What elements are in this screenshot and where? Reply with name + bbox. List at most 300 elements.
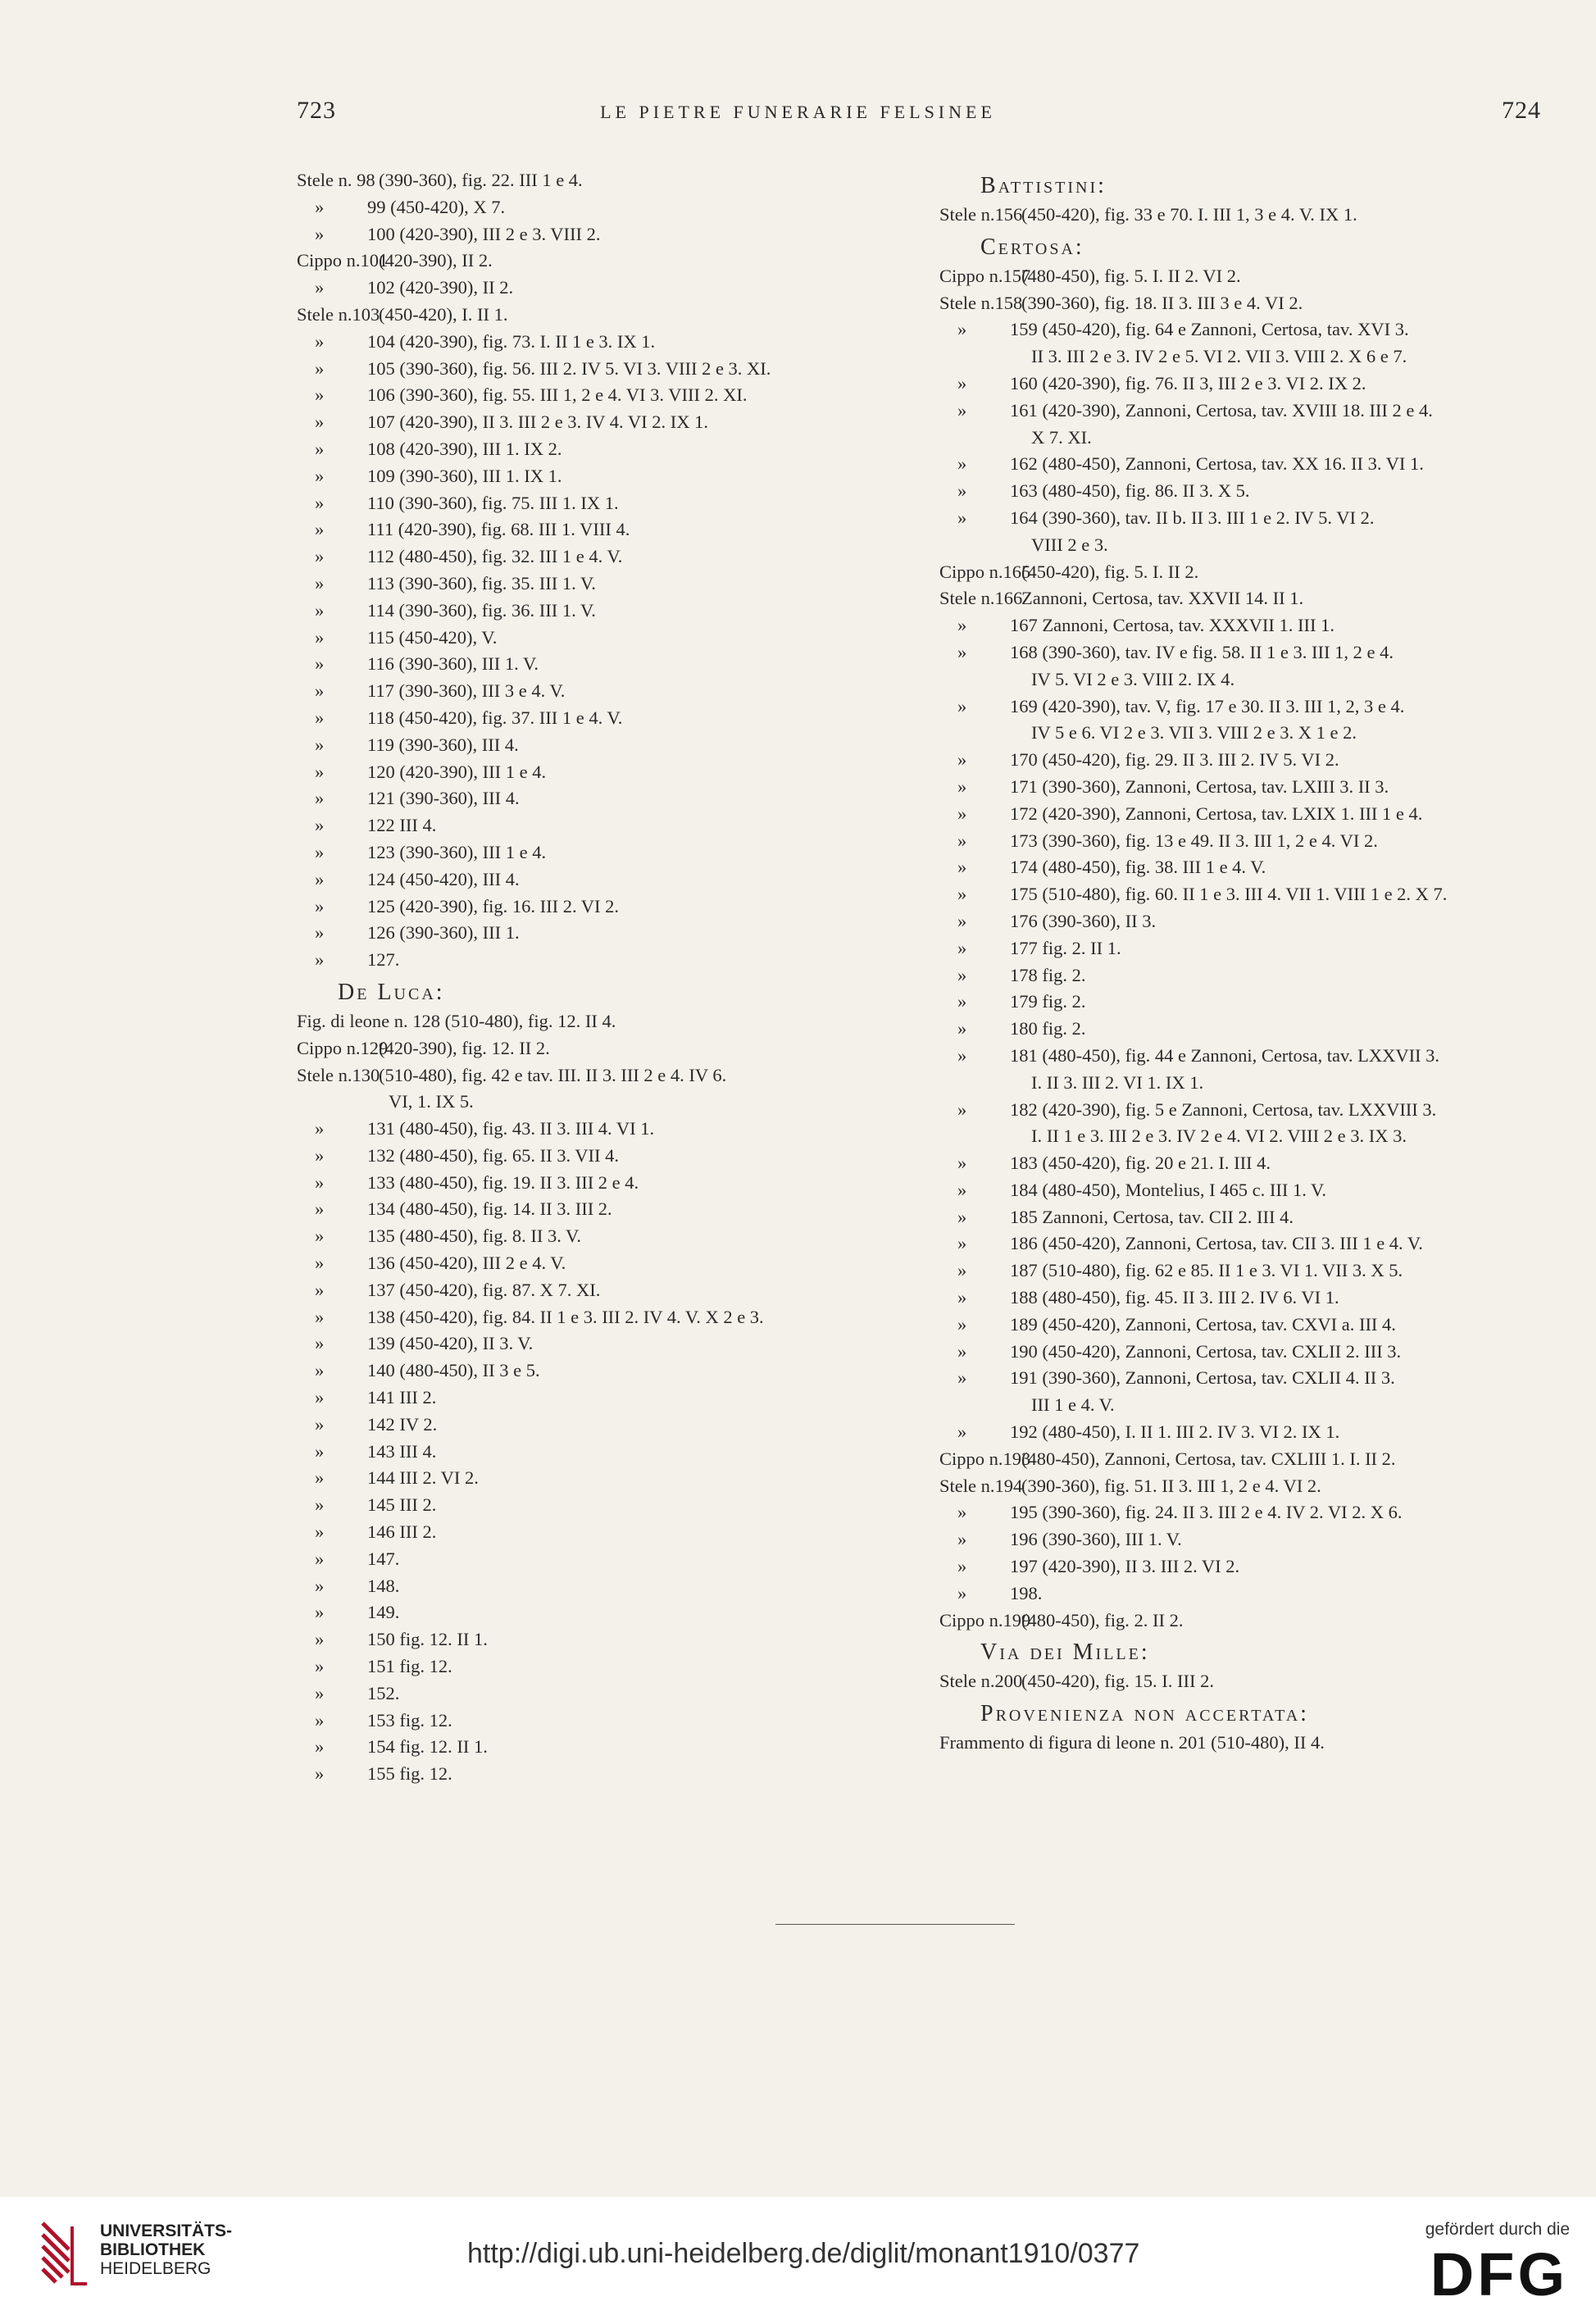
entry-prefix: » bbox=[957, 399, 967, 421]
entry-prefix: » bbox=[957, 1206, 967, 1227]
entry-prefix: » bbox=[315, 626, 325, 648]
catalogue-entry bbox=[297, 1680, 903, 1708]
entry-prefix: Stele n.156 bbox=[939, 204, 1023, 225]
catalogue-entry bbox=[939, 908, 1554, 935]
entry-text: 161 (420-390), Zannoni, Certosa, tav. XVIII 18. III 2 e 4. bbox=[1010, 399, 1433, 421]
catalogue-entry bbox=[297, 732, 903, 759]
entry-prefix: » bbox=[315, 1709, 325, 1730]
catalogue-entry bbox=[939, 935, 1554, 962]
entry-text: 167 Zannoni, Certosa, tav. XXXVII 1. III 1. bbox=[1010, 615, 1335, 636]
catalogue-entry bbox=[297, 1223, 903, 1250]
catalogue-entry bbox=[297, 543, 903, 571]
catalogue-entry bbox=[939, 962, 1554, 989]
entry-text: 106 (390-360), fig. 55. III 1, 2 e 4. VI 3. VIII 2. XI. bbox=[367, 384, 748, 406]
entry-prefix: » bbox=[315, 895, 325, 916]
entry-prefix: » bbox=[315, 1548, 325, 1569]
catalogue-entry bbox=[297, 329, 903, 356]
entry-prefix: Cippo n.165 bbox=[939, 561, 1031, 582]
entry-prefix: » bbox=[957, 1098, 967, 1120]
catalogue-entry bbox=[297, 490, 903, 517]
catalogue-entry bbox=[297, 302, 903, 329]
entry-prefix: Cippo n.129 bbox=[297, 1037, 389, 1058]
catalogue-entry bbox=[297, 1304, 903, 1331]
entry-text: (480-450), fig. 5. I. II 2. VI 2. bbox=[1021, 265, 1241, 286]
entry-text: 171 (390-360), Zannoni, Certosa, tav. LXIII 3. II 3. bbox=[1010, 775, 1389, 797]
catalogue-entry bbox=[297, 1358, 903, 1385]
entry-prefix: Stele n.158 bbox=[939, 292, 1023, 313]
entry-prefix: » bbox=[957, 1044, 967, 1066]
entry-text: 172 (420-390), Zannoni, Certosa, tav. LXIX 1. III 1 e 4. bbox=[1010, 803, 1423, 824]
entry-text: 115 (450-420), V. bbox=[367, 626, 498, 648]
entry-text: 99 (450-420), X 7. bbox=[367, 196, 506, 217]
catalogue-entry bbox=[939, 1204, 1554, 1231]
catalogue-entry bbox=[297, 1250, 903, 1277]
entry-text: X 7. XI. bbox=[1031, 426, 1092, 448]
entry-prefix: » bbox=[315, 330, 325, 352]
catalogue-entry bbox=[297, 651, 903, 678]
entry-prefix: » bbox=[957, 615, 967, 636]
entry-prefix: » bbox=[315, 1226, 325, 1247]
entry-prefix: » bbox=[957, 964, 967, 985]
entry-prefix: » bbox=[315, 1360, 325, 1381]
catalogue-entry bbox=[939, 828, 1554, 855]
entry-prefix: » bbox=[957, 937, 967, 958]
entry-text: 136 (450-420), III 2 e 4. V. bbox=[367, 1253, 566, 1274]
catalogue-entry bbox=[939, 801, 1554, 828]
catalogue-entry bbox=[297, 678, 903, 705]
catalogue-entry bbox=[297, 1439, 903, 1466]
catalogue-entry bbox=[297, 1385, 903, 1412]
catalogue-entry bbox=[297, 356, 903, 383]
entry-prefix: » bbox=[315, 1736, 325, 1758]
entry-prefix: » bbox=[315, 599, 325, 621]
catalogue-entry bbox=[939, 1580, 1554, 1608]
catalogue-entry bbox=[297, 1465, 903, 1492]
catalogue-entry bbox=[939, 1285, 1554, 1312]
entry-text: 182 (420-390), fig. 5 e Zannoni, Certosa, tav. LXXVIII 3. bbox=[1010, 1098, 1437, 1120]
catalogue-entry bbox=[297, 1492, 903, 1519]
entry-prefix: » bbox=[315, 1763, 325, 1785]
section-heading: Via dei Mille: bbox=[980, 1640, 1150, 1666]
catalogue-entry bbox=[939, 854, 1554, 881]
entry-prefix: » bbox=[315, 841, 325, 862]
entry-text: 120 (420-390), III 1 e 4. bbox=[367, 761, 547, 782]
entry-text: 190 (450-420), Zannoni, Certosa, tav. CXLII 2. III 3. bbox=[1010, 1340, 1402, 1362]
entry-prefix: » bbox=[315, 412, 325, 433]
entry-prefix: » bbox=[957, 695, 967, 716]
catalogue-entry bbox=[297, 1277, 903, 1304]
catalogue-entry bbox=[939, 1339, 1554, 1366]
section-heading: De Luca: bbox=[338, 979, 445, 1005]
entry-prefix: » bbox=[315, 1279, 325, 1300]
entry-text: 141 III 2. bbox=[367, 1387, 437, 1408]
catalogue-entry bbox=[297, 1062, 903, 1089]
catalogue-entry bbox=[939, 747, 1554, 774]
catalogue-entry bbox=[939, 1258, 1554, 1285]
entry-prefix: » bbox=[315, 1467, 325, 1489]
dfg-logo: DFG bbox=[1430, 2240, 1568, 2308]
entry-text: 173 (390-360), fig. 13 e 49. II 3. III 1, 2 e 4. VI 2. bbox=[1010, 830, 1378, 851]
entry-text: 143 III 4. bbox=[367, 1440, 437, 1462]
entry-text: 152. bbox=[367, 1682, 400, 1703]
catalogue-entry bbox=[297, 759, 903, 786]
catalogue-entry bbox=[297, 920, 903, 947]
entry-prefix: » bbox=[315, 1144, 325, 1166]
entry-prefix: » bbox=[315, 1118, 325, 1139]
catalogue-entry bbox=[297, 1008, 903, 1035]
entry-text: 189 (450-420), Zannoni, Certosa, tav. CXVI a. III 4. bbox=[1010, 1313, 1396, 1335]
catalogue-entry bbox=[297, 866, 903, 894]
entry-text: 185 Zannoni, Certosa, tav. CII 2. III 4. bbox=[1010, 1206, 1294, 1227]
entry-prefix: » bbox=[315, 868, 325, 889]
entry-text: 113 (390-360), fig. 35. III 1. V. bbox=[367, 572, 596, 594]
entry-prefix: Cippo n.193 bbox=[939, 1448, 1031, 1469]
entry-prefix: Stele n.103 bbox=[297, 303, 380, 325]
entry-text: 137 (450-420), fig. 87. X 7. XI. bbox=[367, 1279, 601, 1300]
catalogue-entry bbox=[939, 612, 1554, 639]
catalogue-entry bbox=[297, 625, 903, 652]
entry-text: 145 III 2. bbox=[367, 1494, 437, 1516]
catalogue-entry bbox=[939, 559, 1554, 586]
entry-prefix: » bbox=[315, 519, 325, 540]
entry-text: 147. bbox=[367, 1548, 400, 1569]
entry-prefix: » bbox=[957, 910, 967, 931]
catalogue-entry bbox=[939, 263, 1554, 290]
entry-text: 178 fig. 2. bbox=[1010, 964, 1086, 985]
entry-text: 142 IV 2. bbox=[367, 1413, 438, 1435]
entry-text: 126 (390-360), III 1. bbox=[367, 922, 520, 944]
catalogue-entry bbox=[297, 382, 903, 409]
entry-text: 109 (390-360), III 1. IX 1. bbox=[367, 465, 562, 486]
page-number-left: 723 bbox=[297, 97, 336, 124]
entry-prefix: » bbox=[957, 749, 967, 771]
entry-prefix: » bbox=[957, 1529, 967, 1550]
catalogue-entry bbox=[939, 1392, 1554, 1419]
entry-prefix: » bbox=[957, 1313, 967, 1335]
catalogue-entry bbox=[297, 167, 903, 194]
entry-text: Frammento di figura di leone n. 201 (510-480), II 4. bbox=[939, 1732, 1325, 1753]
entry-prefix: » bbox=[315, 438, 325, 459]
entry-text: III 1 e 4. V. bbox=[1031, 1394, 1115, 1416]
entry-text: 138 (450-420), fig. 84. II 1 e 3. III 2. IV 4. V. X 2 e 3. bbox=[367, 1306, 764, 1327]
catalogue-entry bbox=[297, 221, 903, 248]
catalogue-entry bbox=[939, 585, 1554, 612]
entry-prefix: » bbox=[315, 1682, 325, 1703]
catalogue-entry bbox=[939, 1473, 1554, 1500]
right-column bbox=[939, 167, 1554, 1757]
entry-prefix: » bbox=[315, 1306, 325, 1327]
catalogue-entry bbox=[939, 505, 1554, 532]
catalogue-entry bbox=[297, 436, 903, 463]
section-heading: Battistini: bbox=[980, 173, 1107, 198]
entry-text: 188 (480-450), fig. 45. II 3. III 2. IV 6. VI 1. bbox=[1010, 1287, 1339, 1308]
entry-text: 151 fig. 12. bbox=[367, 1656, 452, 1677]
entry-text: 125 (420-390), fig. 16. III 2. VI 2. bbox=[367, 895, 620, 916]
entry-text: 100 (420-390), III 2 e 3. VIII 2. bbox=[367, 223, 601, 244]
entry-text: 195 (390-360), fig. 24. II 3. III 2 e 4. IV 2. VI 2. X 6. bbox=[1010, 1502, 1403, 1523]
entry-text: VI, 1. IX 5. bbox=[389, 1091, 474, 1112]
entry-prefix: » bbox=[957, 507, 967, 528]
entry-text: 102 (420-390), II 2. bbox=[367, 277, 514, 298]
entry-text: 123 (390-360), III 1 e 4. bbox=[367, 841, 547, 862]
catalogue-entry bbox=[939, 1499, 1554, 1526]
entry-prefix: » bbox=[315, 572, 325, 594]
entry-text: 160 (420-390), fig. 76. II 3, III 2 e 3. VI 2. IX 2. bbox=[1010, 372, 1366, 393]
entry-text: 117 (390-360), III 3 e 4. V. bbox=[367, 680, 566, 702]
entry-text: 164 (390-360), tav. II b. II 3. III 1 e 2. IV 5. VI 2. bbox=[1010, 507, 1375, 528]
catalogue-entry bbox=[297, 1089, 903, 1116]
entry-text: 155 fig. 12. bbox=[367, 1763, 452, 1785]
entry-prefix: » bbox=[315, 1413, 325, 1435]
catalogue-entry bbox=[297, 1573, 903, 1600]
entry-text: 118 (450-420), fig. 37. III 1 e 4. V. bbox=[367, 707, 623, 728]
entry-prefix: » bbox=[957, 1287, 967, 1308]
entry-text: 196 (390-360), III 1. V. bbox=[1010, 1529, 1182, 1550]
entry-prefix: » bbox=[315, 922, 325, 944]
catalogue-entry bbox=[297, 1626, 903, 1653]
entry-text: 104 (420-390), fig. 73. I. II 1 e 3. IX 1. bbox=[367, 330, 656, 352]
catalogue-entry bbox=[939, 1150, 1554, 1177]
catalogue-entry bbox=[297, 409, 903, 436]
entry-prefix: » bbox=[315, 707, 325, 728]
catalogue-entry bbox=[939, 1312, 1554, 1339]
entry-text: 191 (390-360), Zannoni, Certosa, tav. CXLII 4. II 3. bbox=[1010, 1367, 1395, 1389]
entry-text: 108 (420-390), III 1. IX 2. bbox=[367, 438, 562, 459]
catalogue-entry bbox=[297, 785, 903, 812]
entry-prefix: » bbox=[315, 546, 325, 567]
catalogue-entry bbox=[939, 398, 1554, 425]
entry-text: 124 (450-420), III 4. bbox=[367, 868, 520, 889]
left-column bbox=[297, 167, 903, 1788]
entry-text: 119 (390-360), III 4. bbox=[367, 734, 519, 755]
entry-text: 162 (480-450), Zannoni, Certosa, tav. XX 16. II 3. VI 1. bbox=[1010, 453, 1424, 475]
entry-text: 111 (420-390), fig. 68. III 1. VIII 4. bbox=[367, 519, 630, 540]
entry-prefix: Cippo n.157 bbox=[939, 265, 1031, 286]
catalogue-entry bbox=[297, 839, 903, 866]
entry-text: 133 (480-450), fig. 19. II 3. III 2 e 4. bbox=[367, 1171, 639, 1193]
footer-bar bbox=[0, 2197, 1596, 2324]
entry-prefix: » bbox=[957, 1153, 967, 1174]
permalink-url[interactable]: http://digi.ub.uni-heidelberg.de/diglit/monant1910/0377 bbox=[467, 2238, 1140, 2269]
entry-prefix: Stele n. 98 bbox=[297, 170, 375, 190]
catalogue-entry bbox=[297, 947, 903, 974]
entry-text: 148. bbox=[367, 1575, 400, 1596]
entry-prefix: » bbox=[957, 775, 967, 797]
catalogue-entry bbox=[939, 1097, 1554, 1124]
closing-rule bbox=[775, 1924, 1015, 1925]
entry-prefix: » bbox=[315, 465, 325, 486]
catalogue-entry bbox=[297, 812, 903, 839]
entry-prefix: » bbox=[957, 991, 967, 1012]
catalogue-entry bbox=[939, 371, 1554, 398]
catalogue-entry bbox=[297, 705, 903, 732]
catalogue-entry bbox=[297, 1116, 903, 1143]
catalogue-entry bbox=[939, 1419, 1554, 1446]
library-line-3: HEIDELBERG bbox=[100, 2259, 211, 2278]
catalogue-entry bbox=[297, 1734, 903, 1761]
catalogue-entry bbox=[939, 532, 1554, 559]
entry-prefix: » bbox=[957, 453, 967, 475]
entry-text: 146 III 2. bbox=[367, 1521, 437, 1543]
catalogue-entry bbox=[297, 463, 903, 490]
entry-prefix: » bbox=[315, 1253, 325, 1274]
entry-prefix: » bbox=[315, 1440, 325, 1462]
catalogue-entry bbox=[939, 290, 1554, 317]
entry-text: 105 (390-360), fig. 56. III 2. IV 5. VI 3. VIII 2 e 3. XI. bbox=[367, 357, 771, 379]
entry-prefix: » bbox=[957, 1233, 967, 1254]
catalogue-entry bbox=[939, 1730, 1554, 1757]
entry-prefix: » bbox=[315, 949, 325, 971]
entry-prefix: » bbox=[957, 372, 967, 393]
entry-prefix: » bbox=[315, 1629, 325, 1650]
entry-prefix: » bbox=[315, 277, 325, 298]
entry-text: 139 (450-420), II 3. V. bbox=[367, 1333, 534, 1354]
entry-text: 134 (480-450), fig. 14. II 3. III 2. bbox=[367, 1198, 612, 1220]
catalogue-entry bbox=[939, 666, 1554, 694]
entry-text: 131 (480-450), fig. 43. II 3. III 4. VI 1. bbox=[367, 1118, 655, 1139]
entry-text: (420-390), II 2. bbox=[379, 250, 493, 271]
catalogue-entry bbox=[939, 694, 1554, 721]
entry-prefix: » bbox=[957, 857, 967, 878]
entry-text: 175 (510-480), fig. 60. II 1 e 3. III 4. VII 1. VIII 1 e 2. X 7. bbox=[1010, 884, 1448, 905]
catalogue-entry bbox=[939, 451, 1554, 478]
entry-prefix: » bbox=[315, 788, 325, 809]
catalogue-entry bbox=[939, 720, 1554, 747]
catalogue-entry bbox=[939, 881, 1554, 908]
catalogue-entry bbox=[939, 1526, 1554, 1553]
entry-text: IV 5. VI 2 e 3. VIII 2. IX 4. bbox=[1031, 668, 1235, 689]
entry-prefix: Stele n.200 bbox=[939, 1671, 1023, 1692]
entry-text: 187 (510-480), fig. 62 e 85. II 1 e 3. VI 1. VII 3. X 5. bbox=[1010, 1260, 1403, 1281]
entry-text: (390-360), fig. 22. III 1 e 4. bbox=[379, 170, 583, 190]
library-line-1: UNIVERSITÄTS- bbox=[100, 2222, 233, 2240]
entry-prefix: » bbox=[315, 761, 325, 782]
entry-prefix: » bbox=[315, 680, 325, 702]
entry-text: 114 (390-360), fig. 36. III 1. V. bbox=[367, 599, 596, 621]
university-library-logo-icon bbox=[36, 2218, 93, 2289]
catalogue-entry bbox=[939, 1043, 1554, 1070]
catalogue-entry bbox=[297, 1761, 903, 1788]
entry-prefix: » bbox=[315, 223, 325, 244]
entry-text: 176 (390-360), II 3. bbox=[1010, 910, 1157, 931]
catalogue-entry bbox=[297, 194, 903, 221]
catalogue-entry bbox=[297, 1708, 903, 1735]
section-heading: Certosa: bbox=[980, 234, 1084, 260]
entry-text: (480-450), Zannoni, Certosa, tav. CXLIII 1. I. II 2. bbox=[1021, 1448, 1396, 1469]
catalogue-entry bbox=[939, 1365, 1554, 1392]
catalogue-entry bbox=[939, 1608, 1554, 1635]
catalogue-entry bbox=[939, 1070, 1554, 1097]
entry-text: 177 fig. 2. II 1. bbox=[1010, 937, 1121, 958]
entry-text: (420-390), fig. 12. II 2. bbox=[379, 1037, 550, 1058]
entry-prefix: » bbox=[957, 641, 967, 662]
entry-prefix: » bbox=[315, 1656, 325, 1677]
entry-prefix: » bbox=[315, 1575, 325, 1596]
entry-text: 186 (450-420), Zannoni, Certosa, tav. CII 3. III 1 e 4. V. bbox=[1010, 1233, 1423, 1254]
entry-prefix: Cippo n.199 bbox=[939, 1609, 1031, 1630]
catalogue-entry bbox=[939, 425, 1554, 452]
catalogue-entry bbox=[297, 1412, 903, 1439]
entry-text: Zannoni, Certosa, tav. XXVII 14. II 1. bbox=[1021, 588, 1304, 609]
page-number-right: 724 bbox=[1502, 97, 1541, 124]
catalogue-entry bbox=[297, 248, 903, 275]
catalogue-entry bbox=[297, 1653, 903, 1680]
entry-text: 107 (420-390), II 3. III 2 e 3. IV 4. VI 2. IX 1. bbox=[367, 412, 708, 433]
library-line-2: BIBLIOTHEK bbox=[100, 2240, 206, 2259]
entry-text: I. II 3. III 2. VI 1. IX 1. bbox=[1031, 1071, 1204, 1093]
catalogue-entry bbox=[297, 1519, 903, 1546]
entry-prefix: » bbox=[315, 1198, 325, 1220]
entry-text: 181 (480-450), fig. 44 e Zannoni, Certosa, tav. LXXVII 3. bbox=[1010, 1044, 1440, 1066]
entry-prefix: » bbox=[315, 653, 325, 675]
catalogue-entry bbox=[939, 1230, 1554, 1258]
entry-prefix: » bbox=[957, 1367, 967, 1389]
section-heading: Provenienza non accertata: bbox=[980, 1701, 1309, 1727]
entry-text: 116 (390-360), III 1. V. bbox=[367, 653, 539, 675]
catalogue-entry bbox=[297, 894, 903, 921]
entry-prefix: » bbox=[957, 803, 967, 824]
entry-text: 159 (450-420), fig. 64 e Zannoni, Certosa, tav. XVI 3. bbox=[1010, 319, 1409, 340]
catalogue-entry bbox=[297, 1546, 903, 1573]
entry-prefix: » bbox=[957, 1179, 967, 1200]
catalogue-entry bbox=[939, 1177, 1554, 1204]
entry-prefix: » bbox=[957, 319, 967, 340]
catalogue-entry bbox=[939, 1553, 1554, 1580]
entry-text: 197 (420-390), II 3. III 2. VI 2. bbox=[1010, 1556, 1240, 1577]
entry-prefix: » bbox=[957, 1502, 967, 1523]
entry-text: 135 (480-450), fig. 8. II 3. V. bbox=[367, 1226, 582, 1247]
entry-text: 121 (390-360), III 4. bbox=[367, 788, 520, 809]
catalogue-entry bbox=[297, 1035, 903, 1062]
entry-text: II 3. III 2 e 3. IV 2 e 5. VI 2. VII 3. VIII 2. X 6 e 7. bbox=[1031, 346, 1407, 367]
catalogue-entry bbox=[297, 1330, 903, 1358]
catalogue-entry bbox=[939, 774, 1554, 801]
entry-prefix: » bbox=[957, 1556, 967, 1577]
entry-prefix: Cippo n.101 bbox=[297, 250, 389, 271]
entry-prefix: » bbox=[957, 1582, 967, 1603]
entry-prefix: » bbox=[315, 384, 325, 406]
entry-text: IV 5 e 6. VI 2 e 3. VII 3. VIII 2 e 3. X 1 e 2. bbox=[1031, 722, 1357, 744]
library-name bbox=[100, 2222, 232, 2278]
entry-text: 132 (480-450), fig. 65. II 3. VII 4. bbox=[367, 1144, 620, 1166]
catalogue-entry bbox=[297, 1599, 903, 1626]
entry-text: 144 III 2. VI 2. bbox=[367, 1467, 479, 1489]
entry-prefix: » bbox=[957, 1260, 967, 1281]
entry-prefix: » bbox=[957, 1340, 967, 1362]
entry-prefix: » bbox=[315, 196, 325, 217]
catalogue-entry bbox=[939, 343, 1554, 371]
entry-text: I. II 1 e 3. III 2 e 3. IV 2 e 4. VI 2. VIII 2 e 3. IX 3. bbox=[1031, 1126, 1407, 1147]
entry-text: 112 (480-450), fig. 32. III 1 e 4. V. bbox=[367, 546, 623, 567]
entry-text: 122 III 4. bbox=[367, 815, 437, 836]
entry-text: 154 fig. 12. II 1. bbox=[367, 1736, 488, 1758]
entry-prefix: Stele n.130 bbox=[297, 1064, 380, 1085]
entry-text: 140 (480-450), II 3 e 5. bbox=[367, 1360, 540, 1381]
entry-prefix: » bbox=[315, 357, 325, 379]
catalogue-entry bbox=[939, 202, 1554, 229]
catalogue-entry bbox=[297, 1196, 903, 1223]
entry-text: 170 (450-420), fig. 29. II 3. III 2. IV 5. VI 2. bbox=[1010, 749, 1339, 771]
entry-text: (390-360), fig. 18. II 3. III 3 e 4. VI 2. bbox=[1021, 292, 1303, 313]
entry-prefix: » bbox=[315, 1521, 325, 1543]
catalogue-entry bbox=[939, 1123, 1554, 1150]
catalogue-entry bbox=[297, 1170, 903, 1197]
catalogue-entry bbox=[939, 1446, 1554, 1473]
entry-prefix: » bbox=[957, 1018, 967, 1039]
catalogue-entry bbox=[939, 1016, 1554, 1043]
entry-text: 127. bbox=[367, 949, 400, 971]
entry-text: 163 (480-450), fig. 86. II 3. X 5. bbox=[1010, 480, 1250, 502]
